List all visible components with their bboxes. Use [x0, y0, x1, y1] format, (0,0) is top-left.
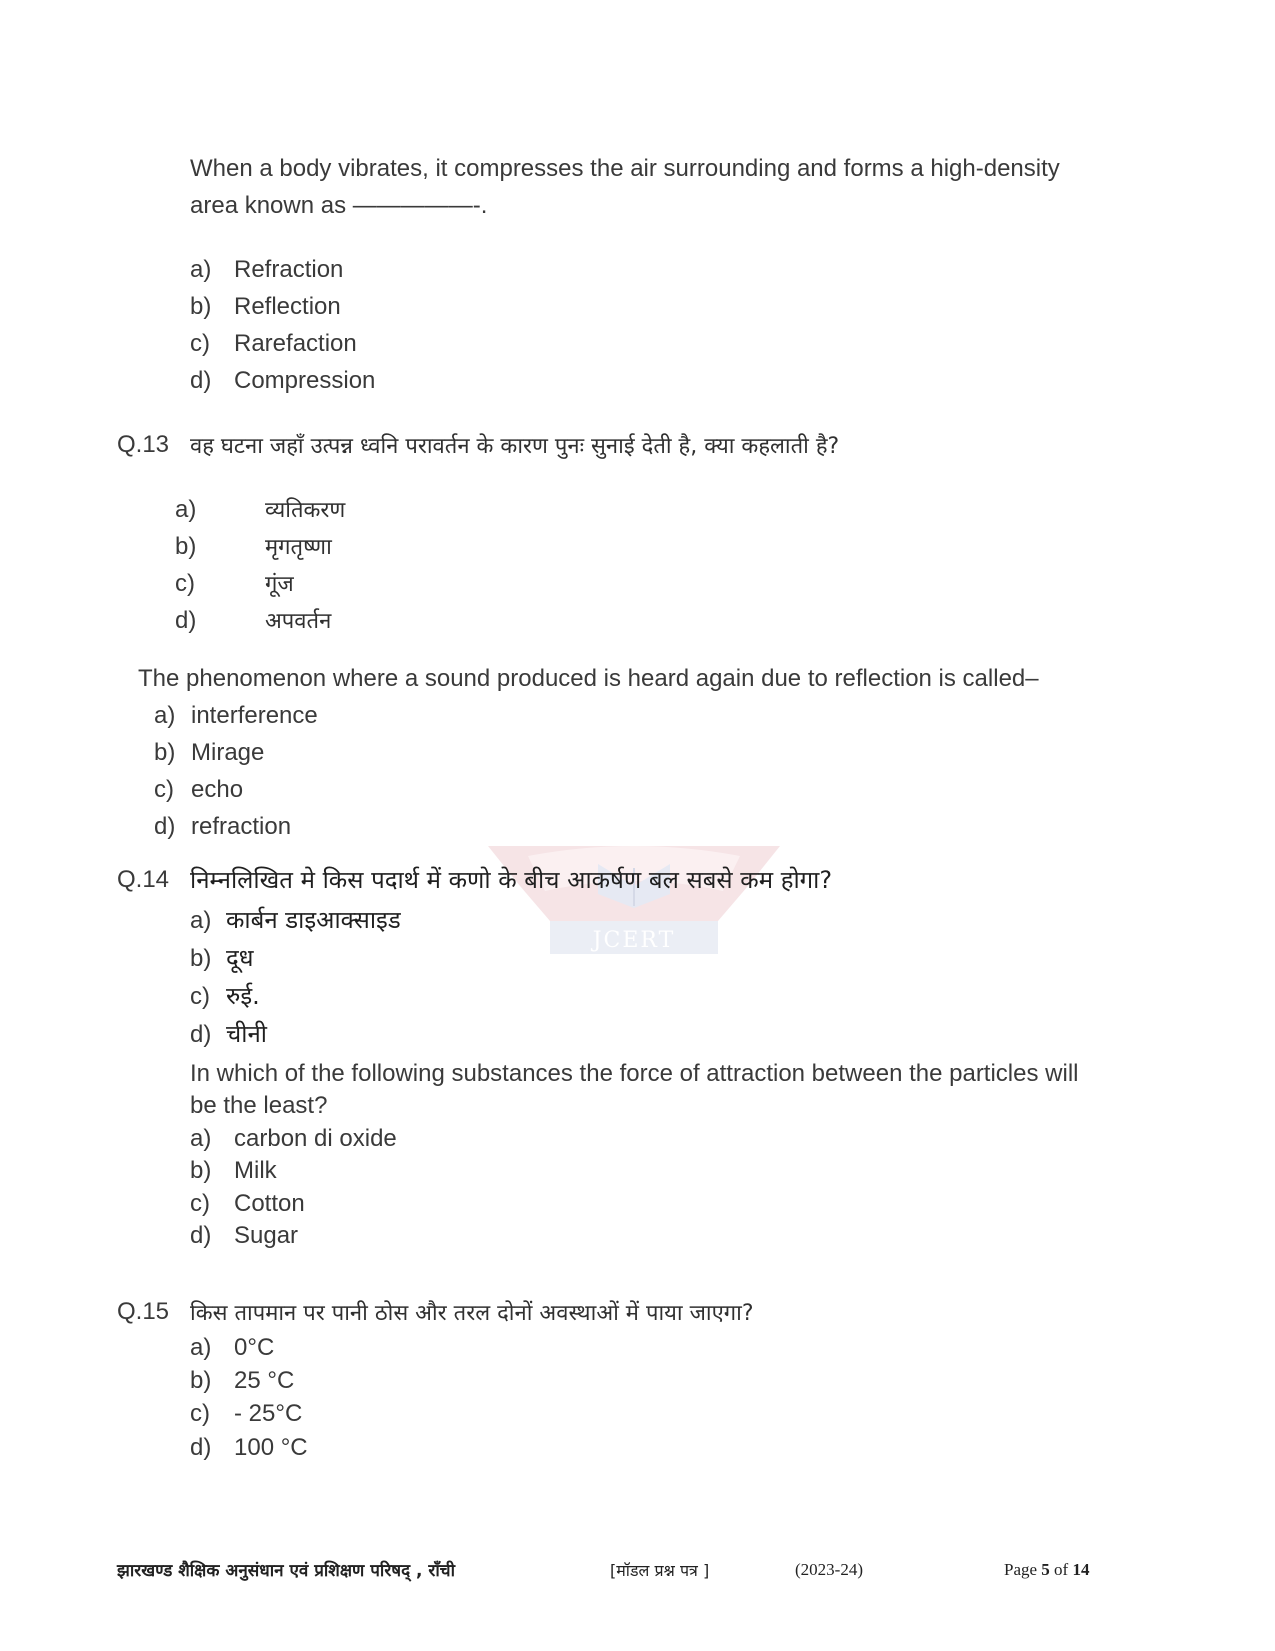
q14-hindi-question: निम्नलिखित मे किस पदार्थ में कणो के बीच आकर्षण बल सबसे कम होगा?	[190, 866, 833, 894]
q15-option-c: c) - 25°C	[190, 1400, 303, 1427]
q14-hindi-option-b: b) दूध	[190, 944, 254, 972]
q14-hindi-option-d: d) चीनी	[190, 1020, 267, 1048]
q14-hindi-option-a: a) कार्बन डाइआक्साइड	[190, 906, 401, 934]
q13-english-option-a: a) interference	[154, 702, 318, 729]
q13-hindi-option-a: a) व्यतिकरण	[175, 496, 346, 523]
q14-english-option-b: b) Milk	[190, 1157, 277, 1184]
q12-option-b: b) Reflection	[190, 293, 341, 320]
q13-hindi-question: वह घटना जहाँ उत्पन्न ध्वनि परावर्तन के कारण पुनः सुनाई देती है, क्या कहलाती है?	[190, 434, 840, 459]
q15-option-a: a) 0°C	[190, 1334, 275, 1361]
q14-english-option-a: a) carbon di oxide	[190, 1125, 397, 1152]
q13-hindi-option-c: c) गूंज	[175, 570, 294, 597]
q13-english-option-d: d) refraction	[154, 813, 292, 840]
q13-english-option-c: c) echo	[154, 776, 244, 803]
q13-number: Q.13	[117, 431, 170, 458]
q12-english-line2: area known as —————-.	[190, 192, 488, 219]
q14-number: Q.14	[117, 866, 170, 893]
q15-option-b: b) 25 °C	[190, 1367, 295, 1394]
q13-hindi-option-d: d) अपवर्तन	[175, 607, 332, 634]
footer-council-name: झारखण्ड शैक्षिक अनुसंधान एवं प्रशिक्षण परिषद् , राँची	[117, 1561, 455, 1581]
q15-hindi-question: किस तापमान पर पानी ठोस और तरल दोनों अवस्थाओं में पाया जाएगा?	[190, 1301, 754, 1326]
q13-english-question: The phenomenon where a sound produced is heard again due to reflection is called–	[138, 665, 1039, 692]
q15-number: Q.15	[117, 1298, 170, 1325]
q14-english-option-d: d) Sugar	[190, 1222, 299, 1249]
q12-option-d: d) Compression	[190, 367, 376, 394]
q14-hindi-option-c: c) रुई.	[190, 982, 260, 1010]
footer-paper-type: [मॉडल प्रश्न पत्र ]	[610, 1561, 710, 1580]
q12-option-c: c) Rarefaction	[190, 330, 357, 357]
q12-option-a: a) Refraction	[190, 256, 344, 283]
footer-year: (2023-24)	[795, 1560, 863, 1579]
q14-english-question-line1: In which of the following substances the force of attraction between the particles will	[190, 1060, 1079, 1087]
footer-page-number: Page 5 of 14	[1004, 1560, 1090, 1579]
q15-option-d: d) 100 °C	[190, 1434, 308, 1461]
q12-english-line1: When a body vibrates, it compresses the air surrounding and forms a high-density	[190, 155, 1060, 182]
q14-english-question-line2: be the least?	[190, 1092, 328, 1119]
q14-english-option-c: c) Cotton	[190, 1190, 305, 1217]
q13-english-option-b: b) Mirage	[154, 739, 265, 766]
q13-hindi-option-b: b) मृगतृष्णा	[175, 533, 332, 560]
watermark-text: JCERT	[592, 928, 676, 953]
